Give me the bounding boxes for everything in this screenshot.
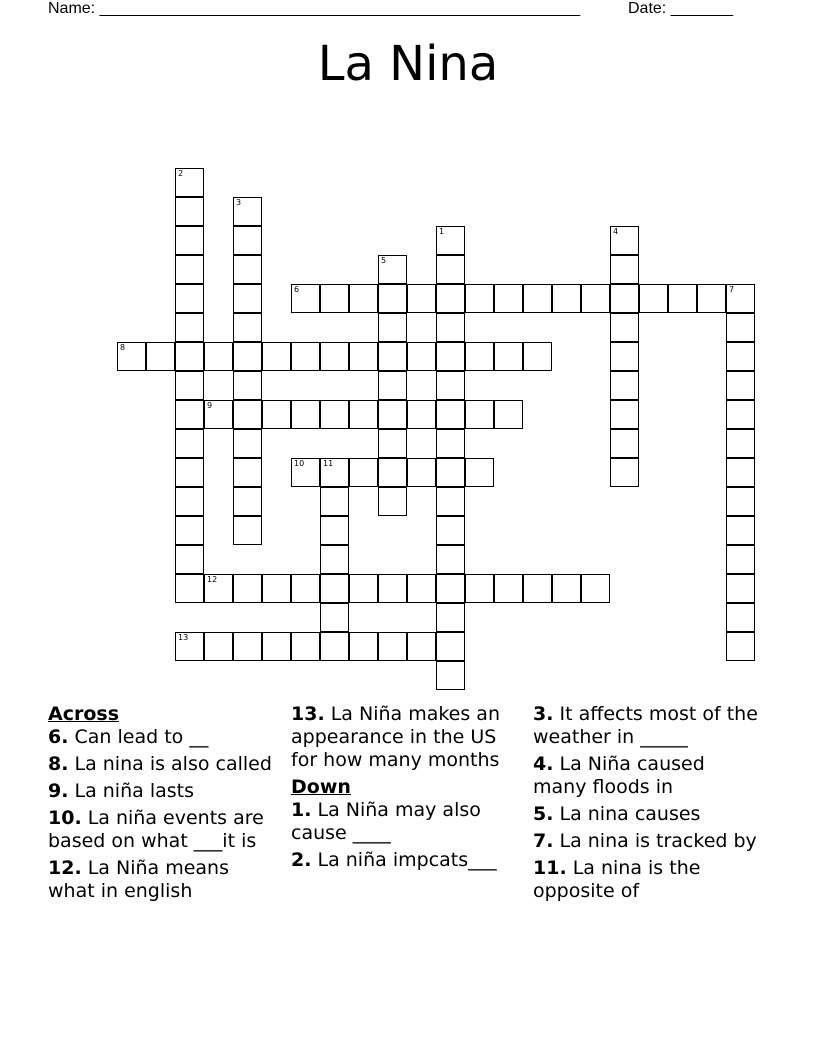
crossword-cell[interactable]: [175, 400, 204, 429]
crossword-cell[interactable]: [407, 632, 436, 661]
crossword-cell[interactable]: [436, 458, 465, 487]
crossword-cell[interactable]: [697, 284, 726, 313]
crossword-cell[interactable]: [175, 632, 204, 661]
crossword-cell[interactable]: [610, 458, 639, 487]
crossword-cell[interactable]: [494, 284, 523, 313]
crossword-cell[interactable]: [726, 545, 755, 574]
crossword-cell[interactable]: [378, 342, 407, 371]
clues-column-3: [533, 703, 763, 907]
clue-down-7: [533, 830, 763, 853]
cell-number: 5: [381, 256, 387, 265]
crossword-cell[interactable]: [175, 255, 204, 284]
crossword-cell[interactable]: [726, 342, 755, 371]
clue-text: La Niña means what in english: [48, 857, 229, 902]
crossword-cell[interactable]: [407, 574, 436, 603]
cell-number: 11: [323, 459, 334, 468]
clue-down-11: [533, 857, 763, 903]
clue-text: La nina is the opposite of: [533, 857, 701, 902]
crossword-cell[interactable]: [726, 313, 755, 342]
crossword-cell[interactable]: [233, 458, 262, 487]
crossword-cell[interactable]: [233, 516, 262, 545]
crossword-cell[interactable]: [465, 574, 494, 603]
crossword-cell[interactable]: [349, 632, 378, 661]
crossword-cell[interactable]: [291, 458, 320, 487]
crossword-cell[interactable]: [465, 400, 494, 429]
crossword-cell[interactable]: [610, 342, 639, 371]
crossword-cell[interactable]: [523, 574, 552, 603]
crossword-cell[interactable]: [233, 197, 262, 226]
clue-number: 7.: [533, 830, 554, 852]
crossword-cell[interactable]: [436, 516, 465, 545]
crossword-cell[interactable]: [291, 342, 320, 371]
crossword-cell[interactable]: [436, 429, 465, 458]
clue-number: 10.: [48, 807, 82, 829]
crossword-cell[interactable]: [175, 371, 204, 400]
crossword-cell[interactable]: [233, 371, 262, 400]
clue-down-1: [291, 799, 523, 845]
crossword-cell[interactable]: [407, 458, 436, 487]
crossword-cell[interactable]: [494, 400, 523, 429]
crossword-cell[interactable]: [436, 632, 465, 661]
name-field-label: Name: ______________________________________________________: [48, 0, 581, 17]
crossword-cell[interactable]: [494, 342, 523, 371]
crossword-cell[interactable]: [726, 632, 755, 661]
crossword-cell[interactable]: [436, 284, 465, 313]
crossword-cell[interactable]: [291, 400, 320, 429]
crossword-cell[interactable]: [349, 342, 378, 371]
crossword-cell[interactable]: [175, 168, 204, 197]
clue-down-5: [533, 803, 763, 826]
crossword-cell[interactable]: [320, 342, 349, 371]
clue-text: La Niña may also cause ____: [291, 799, 481, 844]
crossword-cell[interactable]: [291, 632, 320, 661]
crossword-cell[interactable]: [726, 603, 755, 632]
crossword-cell[interactable]: [668, 284, 697, 313]
crossword-cell[interactable]: [233, 226, 262, 255]
crossword-cell[interactable]: [175, 342, 204, 371]
crossword-cell[interactable]: [320, 603, 349, 632]
across-heading: Across: [48, 703, 120, 725]
crossword-cell[interactable]: [175, 284, 204, 313]
crossword-cell[interactable]: [436, 226, 465, 255]
crossword-cell[interactable]: [726, 574, 755, 603]
clue-text: La nina causes: [559, 803, 701, 825]
crossword-cell[interactable]: [233, 255, 262, 284]
crossword-cell[interactable]: [233, 400, 262, 429]
clue-number: 1.: [291, 799, 312, 821]
crossword-cell[interactable]: [726, 458, 755, 487]
cell-number: 12: [207, 575, 218, 584]
crossword-cell[interactable]: [726, 371, 755, 400]
clues-column-2: [291, 703, 523, 876]
clue-number: 8.: [48, 753, 69, 775]
crossword-cell[interactable]: [233, 487, 262, 516]
crossword-cell[interactable]: [610, 400, 639, 429]
clue-number: 12.: [48, 857, 82, 879]
crossword-cell[interactable]: [436, 487, 465, 516]
clue-text: La niña events are based on what ___it is: [48, 807, 264, 852]
cell-number: 10: [294, 459, 305, 468]
crossword-cell[interactable]: [436, 255, 465, 284]
crossword-cell[interactable]: [233, 632, 262, 661]
crossword-cell[interactable]: [610, 313, 639, 342]
clue-number: 9.: [48, 780, 69, 802]
crossword-cell[interactable]: [233, 574, 262, 603]
crossword-cell[interactable]: [349, 458, 378, 487]
clue-number: 13.: [291, 703, 325, 725]
cell-number: 3: [236, 198, 242, 207]
crossword-cell[interactable]: [378, 574, 407, 603]
crossword-cell[interactable]: [233, 284, 262, 313]
crossword-cell[interactable]: [610, 429, 639, 458]
crossword-cell[interactable]: [378, 487, 407, 516]
clue-number: 6.: [48, 726, 69, 748]
cell-number: 8: [120, 343, 126, 352]
crossword-cell[interactable]: [378, 458, 407, 487]
crossword-cell[interactable]: [175, 458, 204, 487]
crossword-cell[interactable]: [407, 284, 436, 313]
down-heading: Down: [291, 776, 351, 798]
crossword-cell[interactable]: [233, 342, 262, 371]
crossword-cell[interactable]: [378, 632, 407, 661]
date-field-label: Date: _______: [628, 0, 733, 17]
crossword-cell[interactable]: [465, 284, 494, 313]
clue-across-13: [291, 703, 523, 772]
clue-number: 5.: [533, 803, 554, 825]
crossword-cell[interactable]: [726, 400, 755, 429]
crossword-cell[interactable]: [436, 603, 465, 632]
cell-number: 6: [294, 285, 300, 294]
clue-down-3: [533, 703, 763, 749]
clue-across-9: [48, 780, 278, 803]
crossword-cell[interactable]: [233, 313, 262, 342]
clue-text: La niña impcats___: [317, 849, 497, 871]
crossword-cell[interactable]: [204, 400, 233, 429]
crossword-cell[interactable]: [610, 226, 639, 255]
crossword-cell[interactable]: [146, 342, 175, 371]
clue-text: La nina is also called: [74, 753, 272, 775]
crossword-cell[interactable]: [175, 197, 204, 226]
crossword-cell[interactable]: [436, 342, 465, 371]
crossword-cell[interactable]: [320, 487, 349, 516]
clue-text: It affects most of the weather in _____: [533, 703, 758, 748]
crossword-cell[interactable]: [175, 429, 204, 458]
crossword-cell[interactable]: [262, 632, 291, 661]
clue-across-6: [48, 726, 278, 749]
crossword-cell[interactable]: [262, 400, 291, 429]
crossword-cell[interactable]: [204, 632, 233, 661]
crossword-cell[interactable]: [175, 226, 204, 255]
clue-across-10: [48, 807, 278, 853]
clue-text: La Niña makes an appearance in the US for how many months: [291, 703, 500, 771]
crossword-cell[interactable]: [320, 632, 349, 661]
clues-column-1: [48, 703, 278, 907]
crossword-cell[interactable]: [610, 255, 639, 284]
page-title: La Nina: [317, 36, 499, 92]
crossword-cell[interactable]: [378, 400, 407, 429]
crossword-cell[interactable]: [291, 574, 320, 603]
crossword-cell[interactable]: [262, 574, 291, 603]
clue-down-4: [533, 753, 763, 799]
crossword-cell[interactable]: [436, 545, 465, 574]
crossword-cell[interactable]: [726, 429, 755, 458]
crossword-cell[interactable]: [349, 400, 378, 429]
crossword-cell[interactable]: [320, 574, 349, 603]
cell-number: 1: [439, 227, 445, 236]
clue-down-2: [291, 849, 523, 872]
cell-number: 13: [178, 633, 189, 642]
crossword-cell[interactable]: [378, 313, 407, 342]
crossword-cell[interactable]: [436, 574, 465, 603]
crossword-cell[interactable]: [407, 342, 436, 371]
crossword-cell[interactable]: [378, 284, 407, 313]
cell-number: 7: [729, 285, 735, 294]
crossword-cell[interactable]: [523, 342, 552, 371]
crossword-cell[interactable]: [436, 400, 465, 429]
crossword-cell[interactable]: [175, 313, 204, 342]
clue-number: 4.: [533, 753, 554, 775]
clue-text: La nina is tracked by: [559, 830, 757, 852]
crossword-cell[interactable]: [262, 342, 291, 371]
crossword-cell[interactable]: [581, 574, 610, 603]
crossword-cell[interactable]: [610, 371, 639, 400]
crossword-cell[interactable]: [204, 574, 233, 603]
crossword-cell[interactable]: [175, 545, 204, 574]
cell-number: 2: [178, 169, 184, 178]
crossword-cell[interactable]: [726, 516, 755, 545]
crossword-cell[interactable]: [407, 400, 436, 429]
cell-number: 4: [613, 227, 619, 236]
crossword-cell[interactable]: [726, 284, 755, 313]
crossword-cell[interactable]: [378, 429, 407, 458]
crossword-cell[interactable]: [204, 342, 233, 371]
crossword-cell[interactable]: [175, 516, 204, 545]
crossword-cell[interactable]: [175, 487, 204, 516]
crossword-cell[interactable]: [349, 574, 378, 603]
crossword-cell[interactable]: [233, 429, 262, 458]
crossword-cell[interactable]: [494, 574, 523, 603]
crossword-cell[interactable]: [378, 371, 407, 400]
crossword-cell[interactable]: [436, 661, 465, 690]
crossword-cell[interactable]: [465, 458, 494, 487]
crossword-cell[interactable]: [436, 313, 465, 342]
clue-number: 3.: [533, 703, 554, 725]
clue-text: Can lead to __: [74, 726, 209, 748]
clue-number: 2.: [291, 849, 312, 871]
crossword-cell[interactable]: [320, 284, 349, 313]
clue-across-12: [48, 857, 278, 903]
crossword-cell[interactable]: [320, 458, 349, 487]
clue-number: 11.: [533, 857, 567, 879]
crossword-cell[interactable]: [291, 284, 320, 313]
crossword-cell[interactable]: [378, 255, 407, 284]
crossword-cell[interactable]: [726, 487, 755, 516]
crossword-cell[interactable]: [581, 284, 610, 313]
clue-across-8: [48, 753, 278, 776]
crossword-cell[interactable]: [552, 284, 581, 313]
clue-text: La Niña caused many floods in: [533, 753, 705, 798]
crossword-cell[interactable]: [465, 342, 494, 371]
crossword-cell[interactable]: [349, 284, 378, 313]
crossword-cell[interactable]: [610, 284, 639, 313]
crossword-cell[interactable]: [117, 342, 146, 371]
clue-text: La niña lasts: [74, 780, 194, 802]
crossword-cell[interactable]: [320, 516, 349, 545]
crossword-cell[interactable]: [436, 371, 465, 400]
crossword-cell[interactable]: [639, 284, 668, 313]
crossword-cell[interactable]: [320, 545, 349, 574]
crossword-cell[interactable]: [175, 574, 204, 603]
crossword-cell[interactable]: [552, 574, 581, 603]
crossword-cell[interactable]: [320, 400, 349, 429]
cell-number: 9: [207, 401, 213, 410]
crossword-cell[interactable]: [523, 284, 552, 313]
